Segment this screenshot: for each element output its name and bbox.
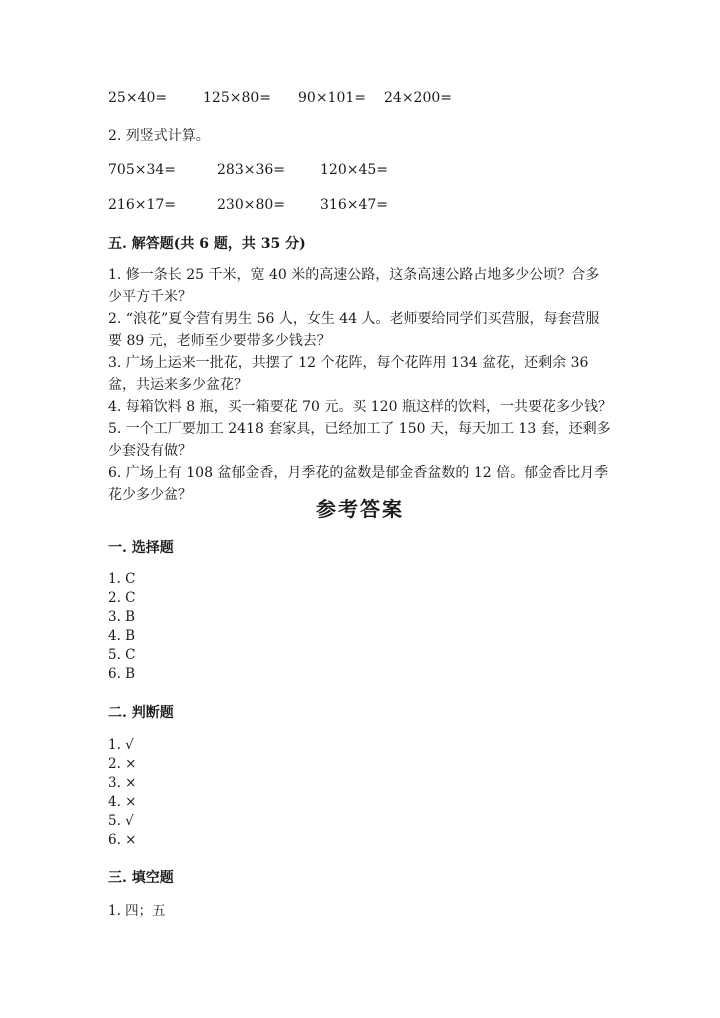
- answer-item: 1. √: [108, 737, 134, 753]
- calc-item: 90×101=: [298, 90, 366, 106]
- answer-item: 4. B: [108, 628, 136, 644]
- calc-item: 24×200=: [384, 90, 452, 106]
- choice-section-title: 一. 选择题: [108, 540, 174, 556]
- answer-item: 6. ×: [108, 832, 137, 848]
- judge-section-title: 二. 判断题: [108, 705, 174, 721]
- answer-item: 1. C: [108, 571, 136, 587]
- answer-item: 3. ×: [108, 775, 137, 791]
- question-3: 3. 广场上运来一批花，共摆了 12 个花阵，每个花阵用 134 盆花，还剩余 36 盆，共运来多少盆花？: [108, 355, 589, 393]
- calc-item: 25×40=: [108, 90, 168, 106]
- calc-item: 316×47=: [320, 197, 388, 213]
- answer-item: 4. ×: [108, 794, 137, 810]
- question-5: 5. 一个工厂要加工 2418 套家具，已经加工了 150 天，每天加工 13 套，还剩多少套没有做？: [108, 421, 611, 459]
- fill-section-title: 三. 填空题: [108, 870, 174, 886]
- calc-item: 230×80=: [217, 197, 285, 213]
- question-6: 6. 广场上有 108 盆郁金香，月季花的盆数是郁金香盆数的 12 倍。郁金香比月季花少多少盆？: [108, 465, 609, 503]
- calc-item: 216×17=: [108, 197, 176, 213]
- judge-answers: [108, 736, 136, 850]
- calc-item: 120×45=: [320, 162, 388, 178]
- calc-item: 705×34=: [108, 162, 176, 178]
- choice-answers: [108, 570, 136, 684]
- question-2: 2. “浪花”夏令营有男生 56 人，女生 44 人。老师要给同学们买营服，每套营服要 89 元，老师至少要带多少钱去？: [108, 311, 600, 349]
- answer-item: 2. ×: [108, 756, 137, 772]
- answers-title: 参考答案: [316, 497, 404, 521]
- answer-item: 5. √: [108, 813, 134, 829]
- answer-item: 6. B: [108, 666, 136, 682]
- answer-item: 3. B: [108, 609, 136, 625]
- fill-answers: [108, 902, 166, 921]
- section-5-questions: [108, 264, 613, 506]
- section-5-title: 五. 解答题(共 6 题，共 35 分): [108, 236, 306, 252]
- calc-item: 125×80=: [203, 90, 271, 106]
- question-4: 4. 每箱饮料 8 瓶，买一箱要花 70 元。买 120 瓶这样的饮料，一共要花多少钱？: [108, 399, 612, 415]
- answer-item: 1. 四；五: [108, 903, 166, 919]
- answer-item: 5. C: [108, 647, 136, 663]
- answer-item: 2. C: [108, 590, 136, 606]
- vertical-calc-title: 2. 列竖式计算。: [108, 128, 210, 144]
- calc-item: 283×36=: [217, 162, 285, 178]
- question-1: 1. 修一条长 25 千米，宽 40 米的高速公路，这条高速公路占地多少公顷？合多少平方千米？: [108, 267, 600, 305]
